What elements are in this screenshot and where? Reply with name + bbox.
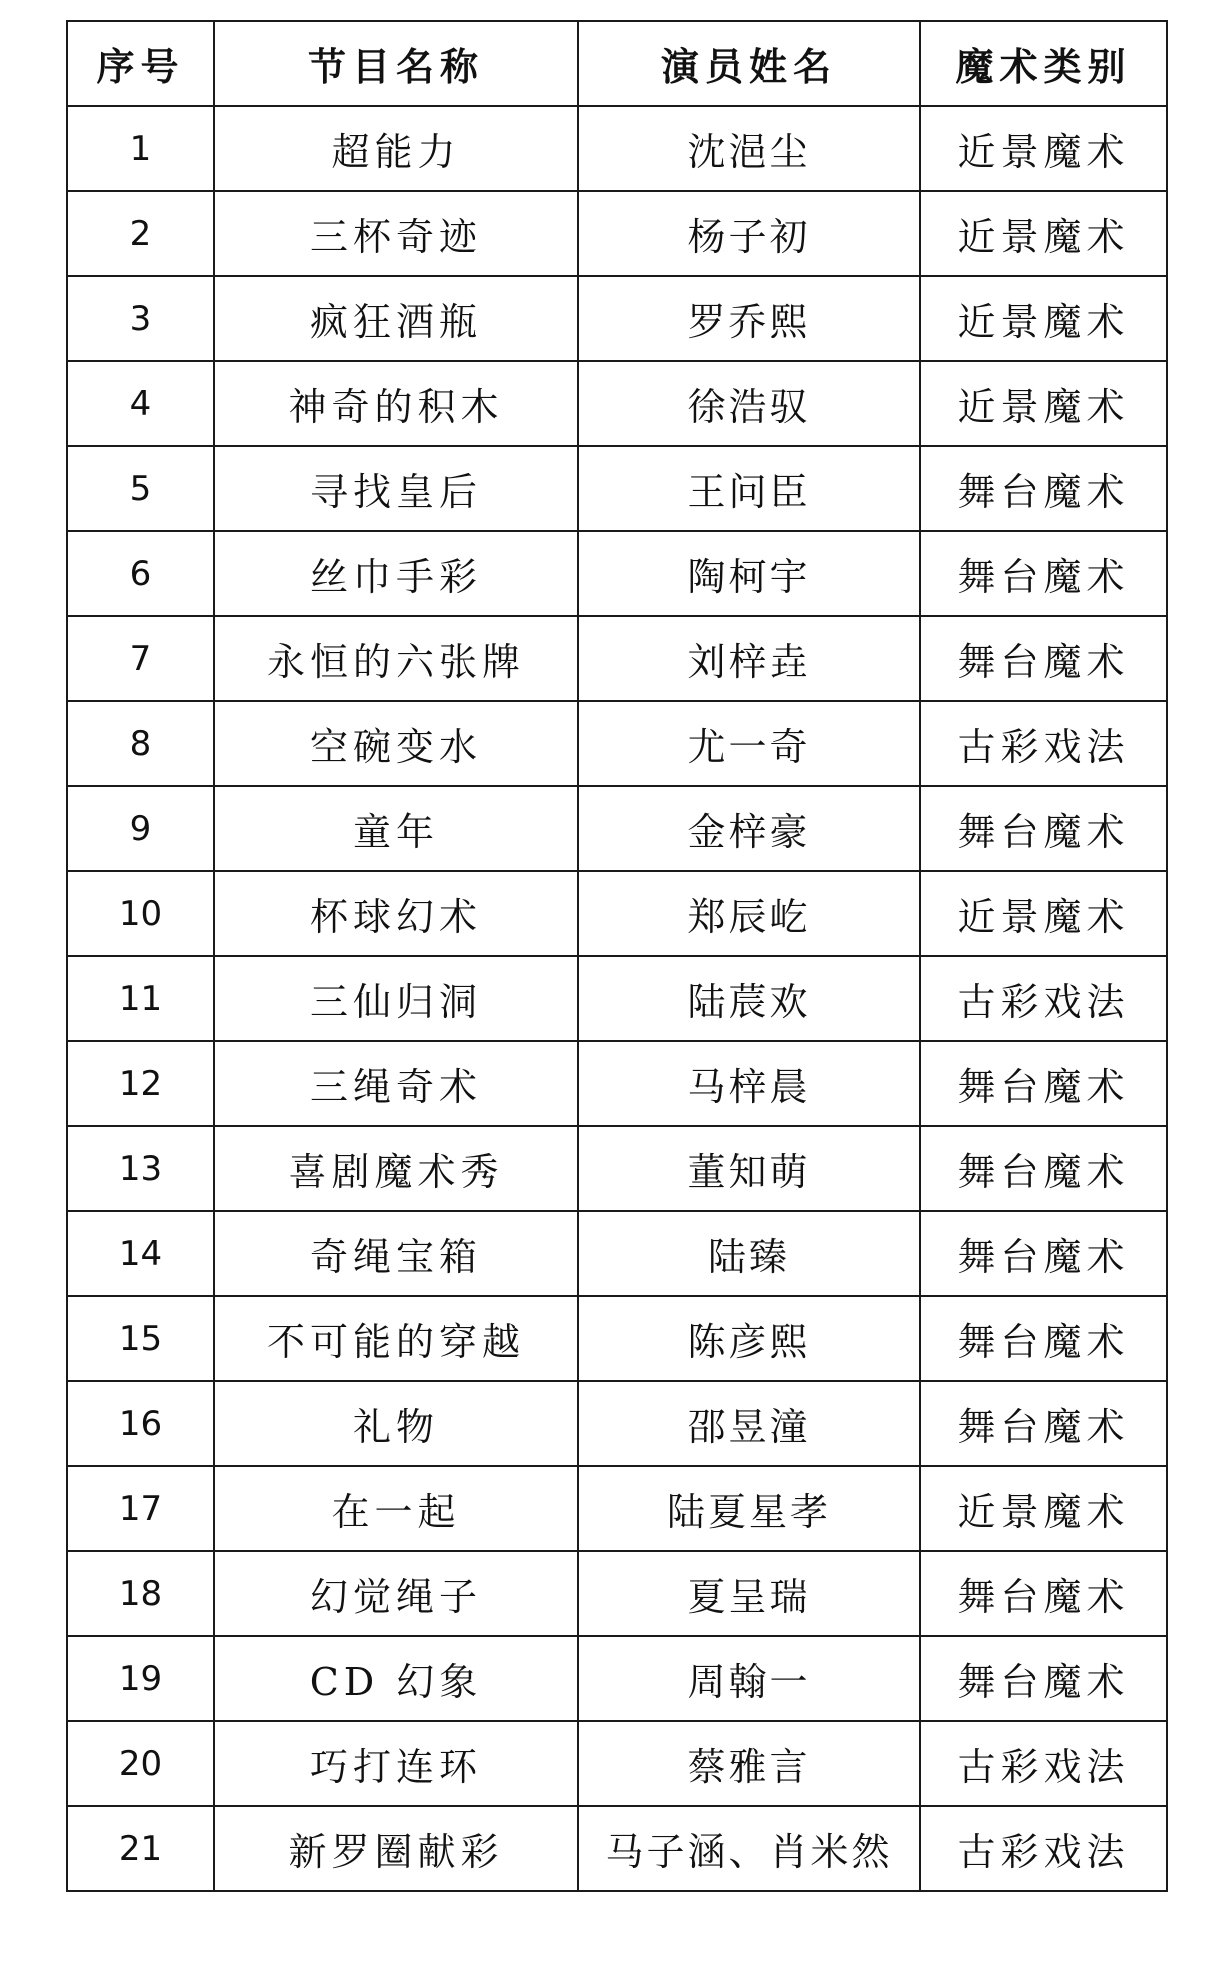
magic-category: 舞台魔术	[920, 616, 1167, 701]
row-number: 14	[67, 1211, 214, 1296]
row-number: 15	[67, 1296, 214, 1381]
program-name: 疯狂酒瓶	[214, 276, 578, 361]
program-name: 杯球幻术	[214, 871, 578, 956]
row-number: 3	[67, 276, 214, 361]
program-name: 新罗圈献彩	[214, 1806, 578, 1891]
table-row	[67, 1381, 1167, 1466]
row-number: 13	[67, 1126, 214, 1211]
program-name: 超能力	[214, 106, 578, 191]
header-program-name: 节目名称	[214, 21, 578, 106]
program-name: 寻找皇后	[214, 446, 578, 531]
header-performer-name: 演员姓名	[578, 21, 920, 106]
performer-name: 金梓豪	[578, 786, 920, 871]
table-row	[67, 701, 1167, 786]
performer-name: 董知萌	[578, 1126, 920, 1211]
table-row	[67, 1551, 1167, 1636]
performer-name: 陆臻	[578, 1211, 920, 1296]
magic-category: 近景魔术	[920, 1466, 1167, 1551]
performer-name: 徐浩驭	[578, 361, 920, 446]
magic-category: 近景魔术	[920, 276, 1167, 361]
row-number: 11	[67, 956, 214, 1041]
program-name: 永恒的六张牌	[214, 616, 578, 701]
magic-category: 近景魔术	[920, 871, 1167, 956]
program-sheet	[66, 20, 1166, 1892]
performer-name: 尤一奇	[578, 701, 920, 786]
program-name: 三绳奇术	[214, 1041, 578, 1126]
performer-name: 蔡雅言	[578, 1721, 920, 1806]
magic-category: 近景魔术	[920, 106, 1167, 191]
magic-category: 舞台魔术	[920, 1296, 1167, 1381]
performer-name: 杨子初	[578, 191, 920, 276]
row-number: 21	[67, 1806, 214, 1891]
performer-name: 王问臣	[578, 446, 920, 531]
table-row	[67, 1211, 1167, 1296]
magic-category: 舞台魔术	[920, 1041, 1167, 1126]
magic-category: 古彩戏法	[920, 956, 1167, 1041]
header-number: 序号	[67, 21, 214, 106]
magic-category: 近景魔术	[920, 361, 1167, 446]
program-name: 礼物	[214, 1381, 578, 1466]
table-row	[67, 956, 1167, 1041]
performer-name: 陆夏星孝	[578, 1466, 920, 1551]
program-name: 丝巾手彩	[214, 531, 578, 616]
program-name: CD 幻象	[214, 1636, 578, 1721]
row-number: 8	[67, 701, 214, 786]
row-number: 1	[67, 106, 214, 191]
magic-category: 舞台魔术	[920, 786, 1167, 871]
performer-name: 陈彦熙	[578, 1296, 920, 1381]
program-name: 神奇的积木	[214, 361, 578, 446]
program-name: 空碗变水	[214, 701, 578, 786]
row-number: 19	[67, 1636, 214, 1721]
performer-name: 周翰一	[578, 1636, 920, 1721]
magic-category: 舞台魔术	[920, 1126, 1167, 1211]
table-row	[67, 1126, 1167, 1211]
table-row	[67, 1296, 1167, 1381]
performer-name: 陶柯宇	[578, 531, 920, 616]
performer-name: 马子涵、肖米然	[578, 1806, 920, 1891]
table-row	[67, 871, 1167, 956]
magic-category: 舞台魔术	[920, 531, 1167, 616]
program-name: 喜剧魔术秀	[214, 1126, 578, 1211]
table-row	[67, 1466, 1167, 1551]
performer-name: 郑辰屹	[578, 871, 920, 956]
program-table	[66, 20, 1168, 1892]
program-name: 奇绳宝箱	[214, 1211, 578, 1296]
magic-category: 舞台魔术	[920, 1381, 1167, 1466]
row-number: 5	[67, 446, 214, 531]
row-number: 4	[67, 361, 214, 446]
table-row	[67, 786, 1167, 871]
program-name: 幻觉绳子	[214, 1551, 578, 1636]
performer-name: 沈浥尘	[578, 106, 920, 191]
magic-category: 古彩戏法	[920, 1806, 1167, 1891]
performer-name: 夏呈瑞	[578, 1551, 920, 1636]
table-row	[67, 1721, 1167, 1806]
row-number: 6	[67, 531, 214, 616]
table-row	[67, 1636, 1167, 1721]
table-row	[67, 191, 1167, 276]
row-number: 18	[67, 1551, 214, 1636]
magic-category: 舞台魔术	[920, 1211, 1167, 1296]
header-row	[67, 21, 1167, 106]
table-row	[67, 446, 1167, 531]
performer-name: 罗乔熙	[578, 276, 920, 361]
magic-category: 舞台魔术	[920, 1551, 1167, 1636]
program-name: 三仙归洞	[214, 956, 578, 1041]
program-name: 在一起	[214, 1466, 578, 1551]
magic-category: 古彩戏法	[920, 1721, 1167, 1806]
program-name: 不可能的穿越	[214, 1296, 578, 1381]
table-row	[67, 361, 1167, 446]
table-row	[67, 531, 1167, 616]
table-row	[67, 276, 1167, 361]
magic-category: 古彩戏法	[920, 701, 1167, 786]
row-number: 9	[67, 786, 214, 871]
row-number: 20	[67, 1721, 214, 1806]
row-number: 2	[67, 191, 214, 276]
table-row	[67, 1806, 1167, 1891]
program-name: 童年	[214, 786, 578, 871]
performer-name: 马梓晨	[578, 1041, 920, 1126]
header-magic-category: 魔术类别	[920, 21, 1167, 106]
program-name: 三杯奇迹	[214, 191, 578, 276]
performer-name: 邵昱潼	[578, 1381, 920, 1466]
row-number: 17	[67, 1466, 214, 1551]
magic-category: 舞台魔术	[920, 446, 1167, 531]
magic-category: 舞台魔术	[920, 1636, 1167, 1721]
table-row	[67, 616, 1167, 701]
row-number: 7	[67, 616, 214, 701]
table-row	[67, 1041, 1167, 1126]
performer-name: 刘梓垚	[578, 616, 920, 701]
magic-category: 近景魔术	[920, 191, 1167, 276]
row-number: 16	[67, 1381, 214, 1466]
table-row	[67, 106, 1167, 191]
row-number: 12	[67, 1041, 214, 1126]
row-number: 10	[67, 871, 214, 956]
table-body	[67, 106, 1167, 1891]
performer-name: 陆莀欢	[578, 956, 920, 1041]
program-name: 巧打连环	[214, 1721, 578, 1806]
